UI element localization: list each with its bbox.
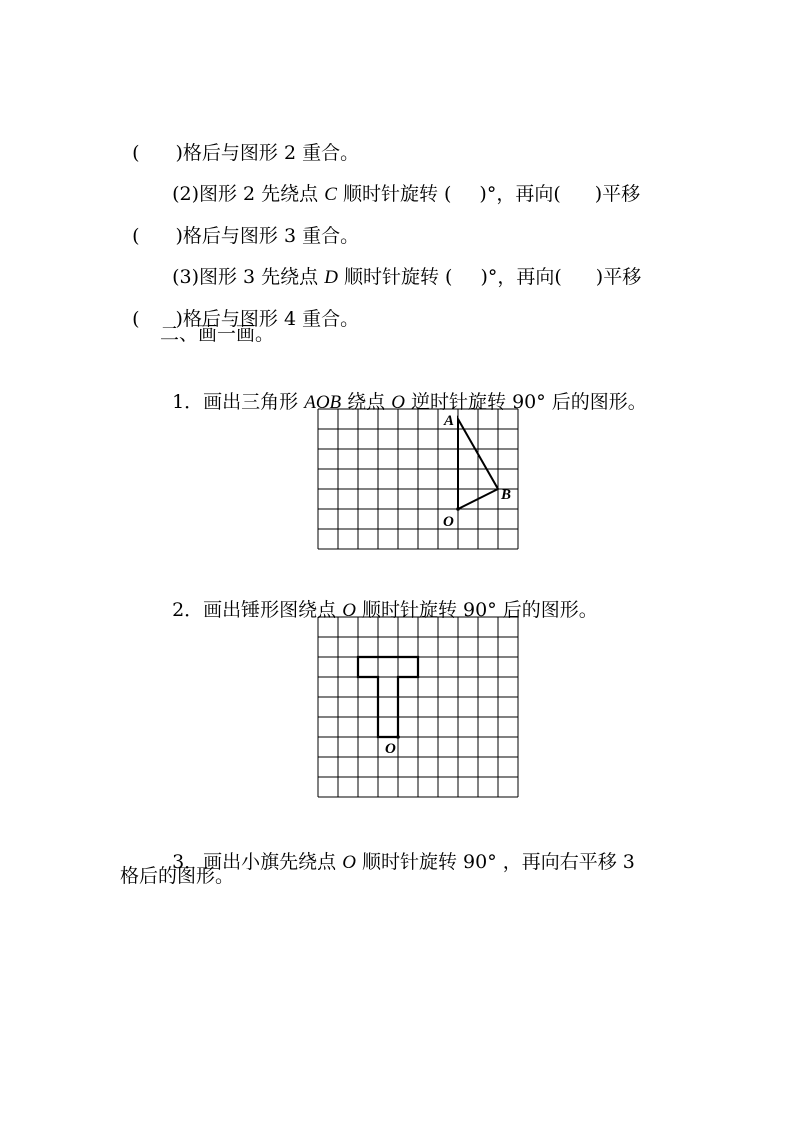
label-a: A <box>444 413 455 429</box>
label-b: B <box>501 487 512 503</box>
grid-lines <box>318 409 518 549</box>
continuation-line-2: ( )格后与图形 3 重合。 <box>132 225 360 247</box>
question-3-line: (3)图形 3 先绕点 D 顺时针旋转 ( )°，再向( )平移 <box>172 266 642 288</box>
drawing-question-3: 3．画出小旗先绕点 O 顺时针旋转 90° ，再向右平移 3 <box>172 851 635 873</box>
point-c: C <box>324 184 337 205</box>
point-o <box>396 735 400 739</box>
section-title: 二、画一画。 <box>160 323 275 345</box>
continuation-line-3: ( )格后与图形 4 重合。 <box>132 308 360 330</box>
drawing-question-3-continued: 格后的图形。 <box>120 865 235 887</box>
drawing-question-2: 2．画出锤形图绕点 O 顺时针旋转 90° 后的图形。 <box>172 599 598 621</box>
label-o: O <box>385 741 396 757</box>
point-o <box>456 507 460 511</box>
drawing-question-1: 1．画出三角形 AOB 绕点 O 逆时针旋转 90° 后的图形。 <box>172 391 647 413</box>
question-2-line: (2)图形 2 先绕点 C 顺时针旋转 ( )°，再向( )平移 <box>172 183 641 205</box>
paren-open: ( <box>132 142 140 164</box>
grid-lines <box>318 617 518 797</box>
grid-hammer[interactable] <box>314 613 524 803</box>
label-o: O <box>443 514 454 530</box>
point-d: D <box>324 267 338 288</box>
line-text: )格后与图形 2 重合。 <box>175 142 360 164</box>
grid-triangle[interactable] <box>314 405 524 555</box>
